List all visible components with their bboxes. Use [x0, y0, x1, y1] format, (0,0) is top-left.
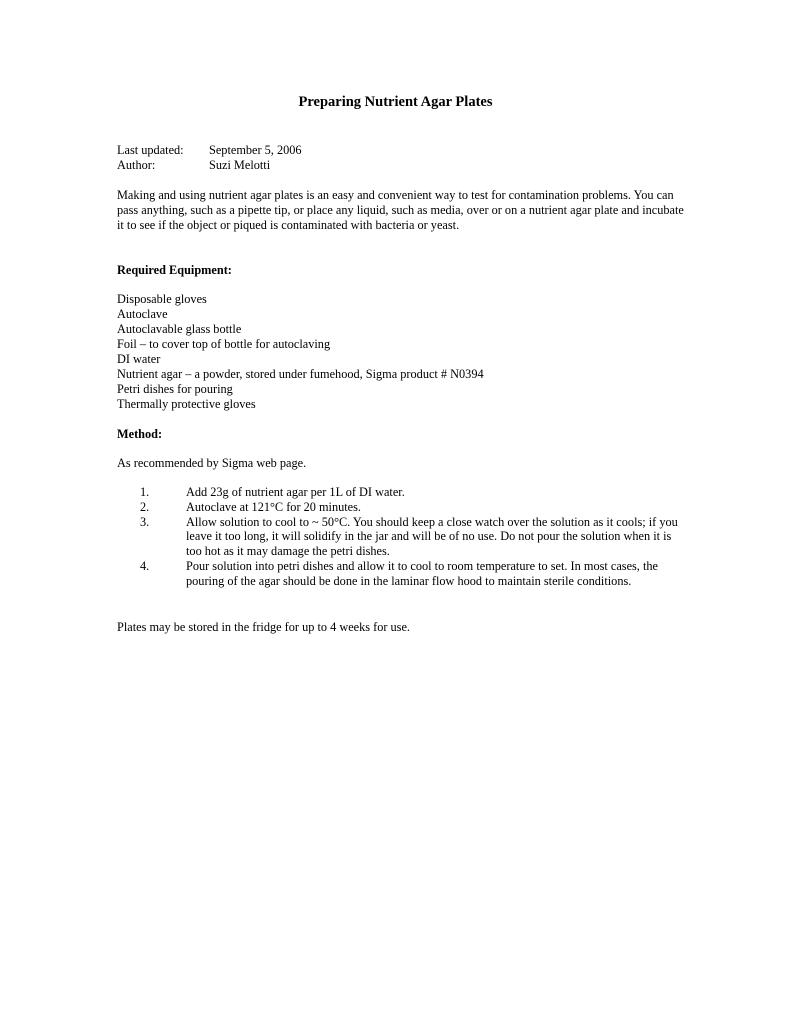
method-step — [117, 500, 687, 515]
method-step — [117, 559, 687, 589]
last-updated-value: September 5, 2006 — [209, 143, 302, 157]
equipment-item: Petri dishes for pouring — [117, 382, 233, 396]
method-steps — [117, 485, 687, 589]
method-heading: Method: — [117, 427, 163, 441]
equipment-item: Disposable gloves — [117, 292, 207, 306]
page-title: Preparing Nutrient Agar Plates — [298, 94, 493, 110]
step-text: Allow solution to cool to ~ 50°C. You should keep a close watch over the solution as it cools; if you leave it too long, it will solidify in the jar and will be of no use. Do not pour the solution when it is too hot as it may damage the petri dishes. — [186, 514, 678, 559]
equipment-heading: Required Equipment: — [117, 263, 232, 277]
method-step — [117, 515, 687, 559]
step-number: 3. — [140, 514, 150, 529]
last-updated-row — [117, 143, 677, 158]
step-number: 4. — [140, 558, 150, 573]
step-text: Autoclave at 121°C for 20 minutes. — [186, 499, 361, 514]
equipment-item: Autoclavable glass bottle — [117, 322, 242, 336]
closing-note: Plates may be stored in the fridge for up to 4 weeks for use. — [117, 620, 410, 634]
equipment-item: Nutrient agar – a powder, stored under fumehood, Sigma product # N0394 — [117, 367, 484, 381]
method-step — [117, 485, 687, 500]
author-label: Author: — [117, 158, 156, 172]
equipment-list — [117, 292, 484, 412]
document-meta — [117, 143, 677, 173]
intro-paragraph: Making and using nutrient agar plates is an easy and convenient way to test for contamination problems. You can pass anything, such as a pipette tip, or place any liquid, such as media, over or on a nutrient agar plate and incubate it to see if the object or piqued is contaminated with bacteria or yeast. — [117, 188, 684, 232]
equipment-item: Foil – to cover top of bottle for autoclaving — [117, 337, 331, 351]
step-text: Pour solution into petri dishes and allow it to cool to room temperature to set. In most cases, the pouring of the agar should be done in the laminar flow hood to maintain sterile conditions. — [186, 558, 658, 588]
step-number: 2. — [140, 499, 150, 514]
step-number: 1. — [140, 485, 150, 499]
method-intro: As recommended by Sigma web page. — [117, 456, 307, 470]
equipment-item: Thermally protective gloves — [117, 397, 256, 411]
author-value: Suzi Melotti — [209, 158, 271, 172]
equipment-item: DI water — [117, 352, 161, 366]
author-row — [117, 158, 677, 173]
step-text: Add 23g of nutrient agar per 1L of DI water. — [186, 485, 405, 499]
last-updated-label: Last updated: — [117, 143, 184, 157]
equipment-item: Autoclave — [117, 307, 168, 321]
